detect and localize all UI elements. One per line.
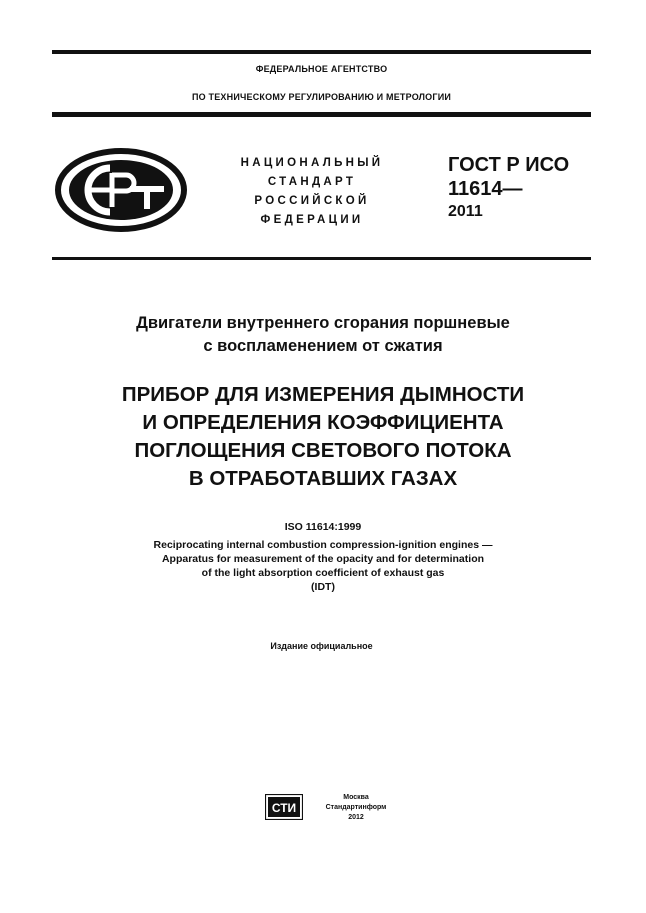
- national-line: СТАНДАРТ: [267, 176, 357, 188]
- agency-line-1: ФЕДЕРАЛЬНОЕ АГЕНТСТВО: [255, 64, 388, 74]
- iso-idt: (IDT): [311, 581, 335, 593]
- subtitle-line: с воспламенением от сжатия: [203, 337, 443, 355]
- block-rule: [52, 257, 591, 260]
- subtitle-line: Двигатели внутреннего сгорания поршневые: [136, 314, 510, 332]
- iso-title-line: Apparatus for measurement of the opacity and for determination: [161, 553, 485, 565]
- publisher-year: 2012: [348, 814, 364, 821]
- agency-line-2: ПО ТЕХНИЧЕСКОМУ РЕГУЛИРОВАНИЮ И МЕТРОЛОГИИ: [191, 92, 452, 102]
- title-line: ПРИБОР ДЛЯ ИЗМЕРЕНИЯ ДЫМНОСТИ: [121, 383, 525, 406]
- iso-code: ISO 11614:1999: [284, 521, 362, 533]
- national-line: РОССИЙСКОЙ: [254, 195, 370, 207]
- standard-code-line-1: ГОСТ Р ИСО: [448, 154, 570, 176]
- national-standard-label: [222, 154, 402, 230]
- title-line: ПОГЛОЩЕНИЯ СВЕТОВОГО ПОТОКА: [134, 439, 512, 462]
- publisher-name: Стандартинформ: [325, 804, 387, 811]
- document-title: [30, 381, 616, 493]
- iso-title-line: of the light absorption coefficient of exhaust gas: [201, 567, 445, 579]
- header-rule: [52, 112, 591, 117]
- iso-reference: [40, 520, 606, 594]
- edition-label: Издание официальное: [270, 641, 373, 651]
- title-line: И ОПРЕДЕЛЕНИЯ КОЭФФИЦИЕНТА: [142, 411, 504, 434]
- national-line: ФЕДЕРАЦИИ: [260, 214, 364, 226]
- publisher-block: [308, 793, 404, 823]
- iso-title-line: Reciprocating internal combustion compression-ignition engines —: [153, 539, 493, 551]
- top-rule: [52, 50, 591, 54]
- document-subtitle: [40, 312, 606, 358]
- national-line: НАЦИОНАЛЬНЫЙ: [240, 157, 384, 169]
- standard-code: [448, 153, 569, 221]
- rst-logo-icon: [54, 147, 188, 233]
- title-line: В ОТРАБОТАВШИХ ГАЗАХ: [188, 467, 458, 490]
- publisher-city: Москва: [343, 794, 369, 801]
- standard-year: 2011: [448, 203, 483, 220]
- publisher-logo-text: СТИ: [271, 801, 297, 815]
- standartinform-logo-icon: [265, 794, 303, 820]
- standard-code-line-2: 11614—: [448, 178, 523, 200]
